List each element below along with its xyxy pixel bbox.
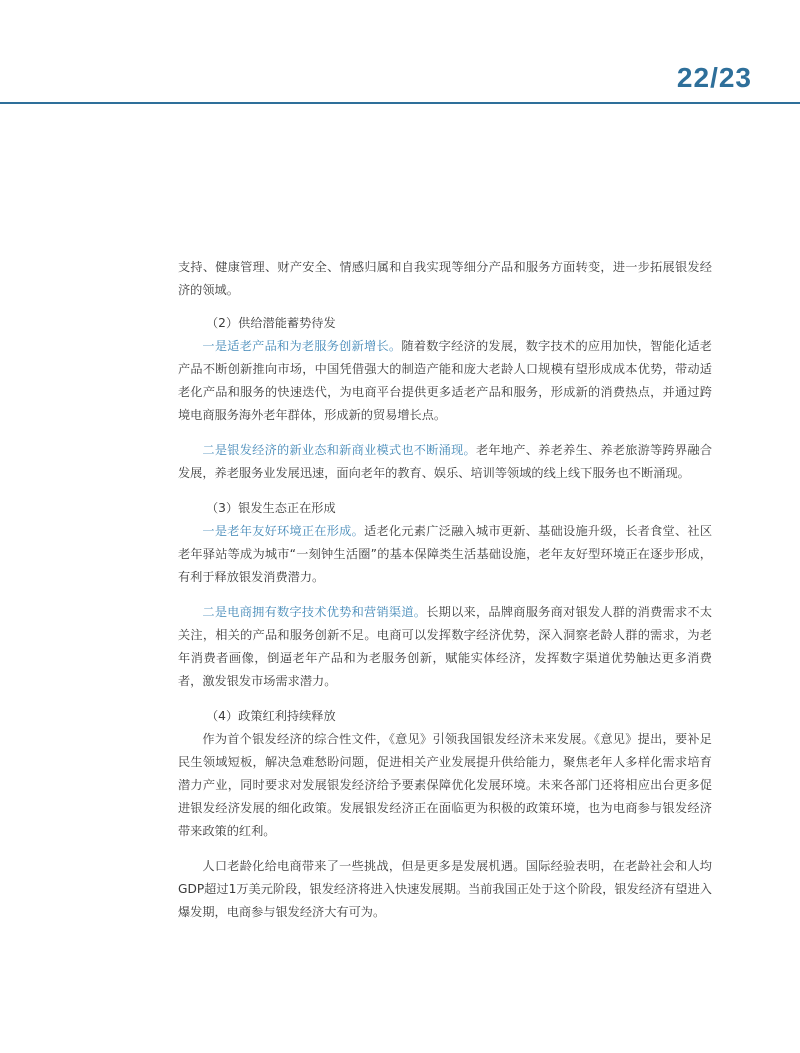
section-heading-ecosystem: （3）银发生态正在形成 — [206, 501, 336, 515]
intro-paragraph: 支持、健康管理、财产安全、情感归属和自我实现等细分产品和服务方面转变，进一步拓展银发经济的领域。 — [178, 260, 712, 297]
highlight-text: 二是电商拥有数字技术优势和营销渠道。 — [202, 605, 427, 619]
page-number: 22/23 — [676, 62, 752, 93]
header-divider — [0, 102, 800, 104]
paragraph-new-business — [178, 439, 712, 485]
paragraph-friendly-environment — [178, 520, 712, 589]
article-body — [178, 256, 712, 924]
paragraph-text: 老年地产、养老养生、养老旅游等跨界融合发展，养老服务业发展迅速，面向老年的教育、娱乐、培训等领域的线上线下服务也不断涌现。 — [178, 443, 713, 480]
paragraph-conclusion: 人口老龄化给电商带来了一些挑战，但是更多是发展机遇。国际经验表明，在老龄社会和人均GDP超过1万美元阶段，银发经济将进入快速发展期。当前我国正处于这个阶段，银发经济有望进入爆发期，电商参与银发经济大有可为。 — [178, 859, 712, 919]
paragraph-aging-products — [178, 335, 712, 427]
paragraph-text: 随着数字经济的发展，数字技术的应用加快，智能化适老产品不断创新推向市场，中国凭借强大的制造产能和庞大老龄人口规模有望形成成本优势，带动适老化产品和服务的快速迭代，为电商平台提供更多适老产品和服务，形成新的消费热点，并通过跨境电商服务海外老年群体，形成新的贸易增长点。 — [178, 339, 712, 422]
highlight-text: 一是适老产品和为老服务创新增长。 — [202, 339, 402, 353]
highlight-text: 二是银发经济的新业态和新商业模式也不断涌现。 — [202, 443, 476, 457]
paragraph-text: 长期以来，品牌商服务商对银发人群的消费需求不太关注，相关的产品和服务创新不足。电商可以发挥数字经济优势，深入洞察老龄人群的需求，为老年消费者画像，倒逼老年产品和为老服务创新，赋能实体经济，发挥数字渠道优势触达更多消费者，激发银发市场需求潜力。 — [178, 605, 713, 688]
paragraph-text: 适老化元素广泛融入城市更新、基础设施升级，长者食堂、社区老年驿站等成为城市“一刻钟生活圈”的基本保障类生活基础设施，老年友好型环境正在逐步形成，有利于释放银发消费潜力。 — [178, 524, 713, 584]
highlight-text: 一是老年友好环境正在形成。 — [202, 524, 365, 538]
paragraph-ecommerce-advantage — [178, 601, 712, 693]
paragraph-policy: 作为首个银发经济的综合性文件，《意见》引领我国银发经济未来发展。《意见》提出，要补足民生领域短板，解决急难愁盼问题，促进相关产业发展提升供给能力，聚焦老年人多样化需求培育潜力产业，同时要求对发展银发经济给予要素保障优化发展环境。未来各部门还将相应出台更多促进银发经济发展的细化政策。发展银发经济正在面临更为积极的政策环境，也为电商参与银发经济带来政策的红利。 — [178, 732, 712, 838]
section-heading-supply: （2）供给潜能蓄势待发 — [206, 316, 336, 330]
section-heading-policy: （4）政策红利持续释放 — [206, 709, 336, 723]
